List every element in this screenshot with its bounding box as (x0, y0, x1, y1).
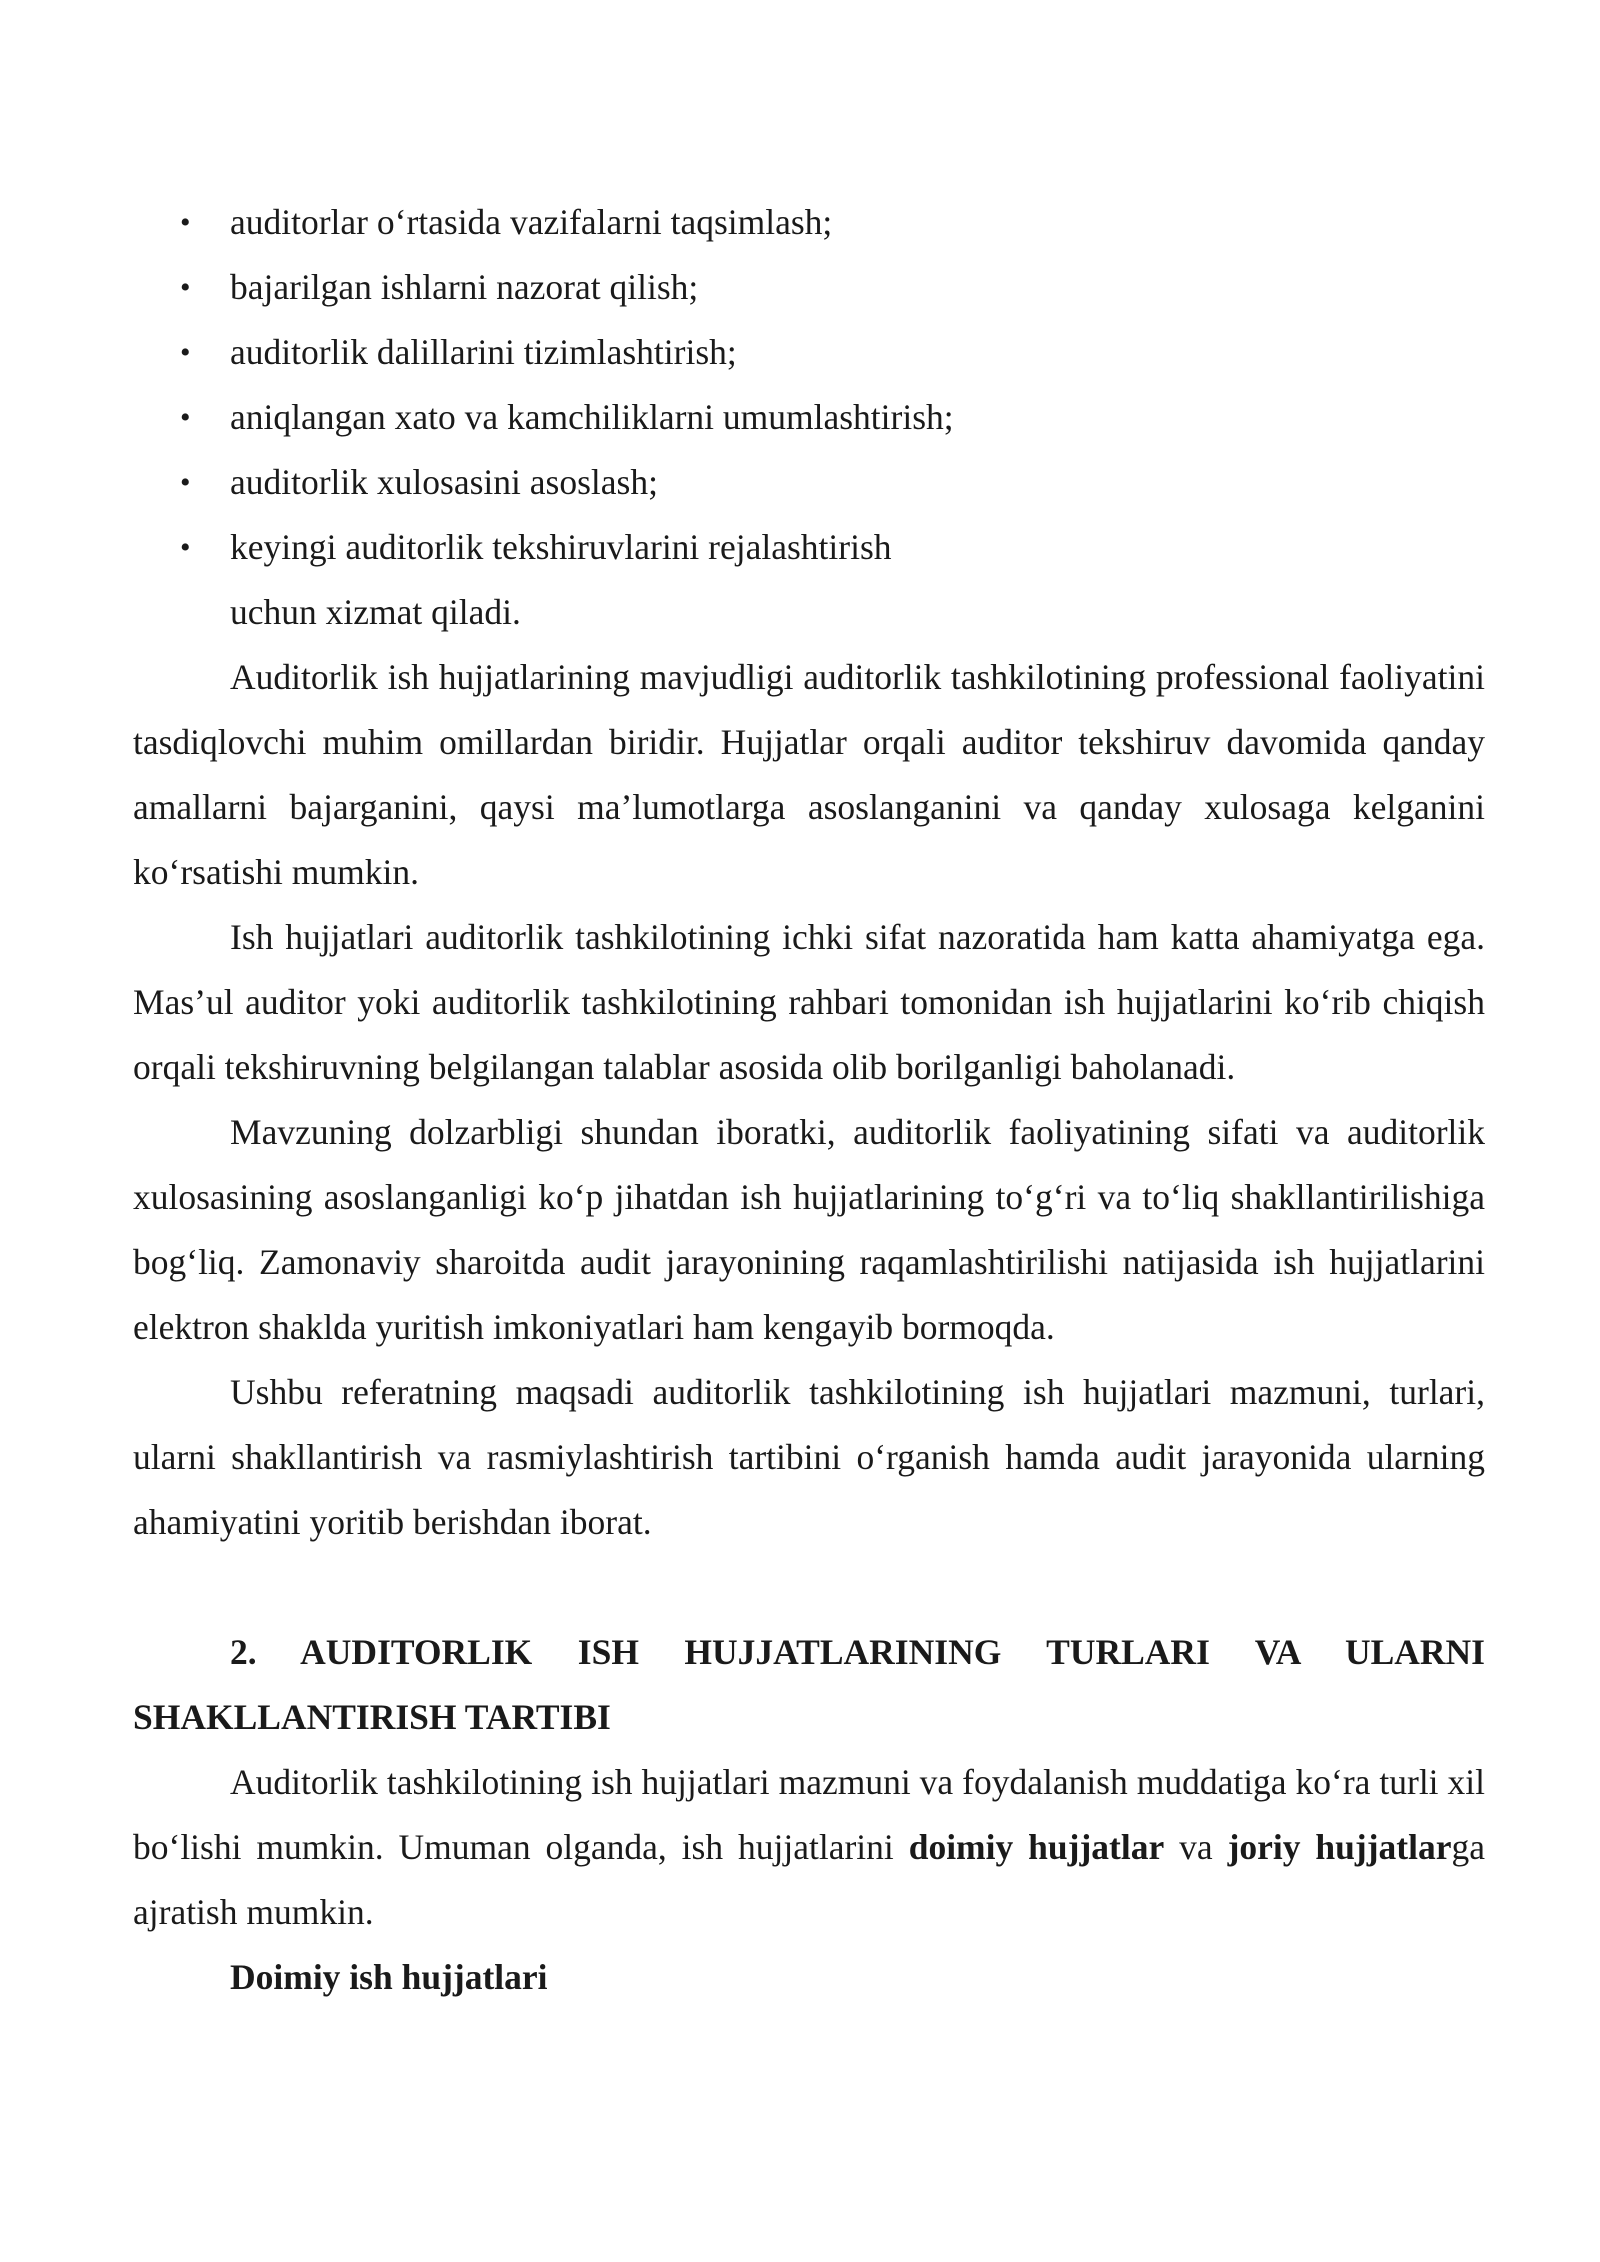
types-text-part1: Auditorlik tashkilotining ish hujjatlari mazmuni va foydalanish muddatiga ko‘ra turli xil bo‘lishi mumkin. Umuman olganda, ish hujjatlarini (133, 1762, 1485, 1867)
section-heading-wrapper (133, 1620, 1485, 1750)
bullet-dot-icon: • (180, 401, 191, 434)
list-item-text: keyingi auditorlik tekshiruvlarini rejalashtirish (230, 527, 892, 567)
list-item (133, 450, 1485, 515)
bullet-dot-icon: • (180, 336, 191, 369)
document-page (133, 190, 1485, 2010)
list-item (133, 255, 1485, 320)
list-item (133, 190, 1485, 255)
bullet-list (133, 190, 1485, 580)
bullet-dot-icon: • (180, 271, 191, 304)
list-item (133, 385, 1485, 450)
list-item-text: aniqlangan xato va kamchiliklarni umumlashtirish; (230, 397, 954, 437)
subheading-permanent: Doimiy ish hujjatlari (230, 1957, 548, 1997)
bullet-continuation: uchun xizmat qiladi. (230, 592, 521, 632)
paragraph-relevance: Mavzuning dolzarbligi shundan iboratki, auditorlik faoliyatining sifati va auditorlik xulosasining asoslanganligi ko‘p jihatdan ish hujjatlarining to‘g‘ri va to‘liq shakllantirilishiga bog‘liq. Zamonaviy sharoitda audit jarayonining raqamlashtirilishi natijasida ish hujjatlarini elektron shaklda yuritish imkoniyatlari ham kengayib bormoqda. (133, 1112, 1485, 1347)
paragraph-importance: Auditorlik ish hujjatlarining mavjudligi auditorlik tashkilotining professional faoliyatini tasdiqlovchi muhim omillardan biridir. Hujjatlar orqali auditor tekshiruv davomida qanday amallarni bajarganini, qaysi ma’lumotlarga asoslanganini va qanday xulosaga kelganini ko‘rsatishi mumkin. (133, 657, 1485, 892)
section-heading: 2. AUDITORLIK ISH HUJJATLARINING TURLARI VA ULARNI SHAKLLANTIRISH TARTIBI (133, 1632, 1485, 1737)
list-item-text: bajarilgan ishlarni nazorat qilish; (230, 267, 699, 307)
paragraph-types (133, 1750, 1485, 1945)
list-item-text: auditorlik xulosasini asoslash; (230, 462, 658, 502)
list-item-text: auditorlik dalillarini tizimlashtirish; (230, 332, 737, 372)
types-text-part3: ga ajratish mumkin. (133, 1827, 1485, 1932)
list-item (133, 320, 1485, 385)
list-item (133, 515, 1485, 580)
bullet-dot-icon: • (180, 206, 191, 239)
types-text-part2: va (1164, 1827, 1228, 1867)
bullet-dot-icon: • (180, 466, 191, 499)
list-item-text: auditorlar o‘rtasida vazifalarni taqsimlash; (230, 202, 833, 242)
term-current-documents: joriy hujjatlar (1227, 1827, 1452, 1867)
paragraph-quality-control: Ish hujjatlari auditorlik tashkilotining ichki sifat nazoratida ham katta ahamiyatga ega. Mas’ul auditor yoki auditorlik tashkilotining rahbari tomonidan ish hujjatlarini ko‘rib chiqish orqali tekshiruvning belgilangan talablar asosida olib borilganligi baholanadi. (133, 917, 1485, 1087)
bullet-dot-icon: • (180, 531, 191, 564)
paragraph-goal: Ushbu referatning maqsadi auditorlik tashkilotining ish hujjatlari mazmuni, turlari, ularni shakllantirish va rasmiylashtirish tartibini o‘rganish hamda audit jarayonida ularning ahamiyatini yoritib berishdan iborat. (133, 1372, 1485, 1542)
term-permanent-documents: doimiy hujjatlar (908, 1827, 1165, 1867)
